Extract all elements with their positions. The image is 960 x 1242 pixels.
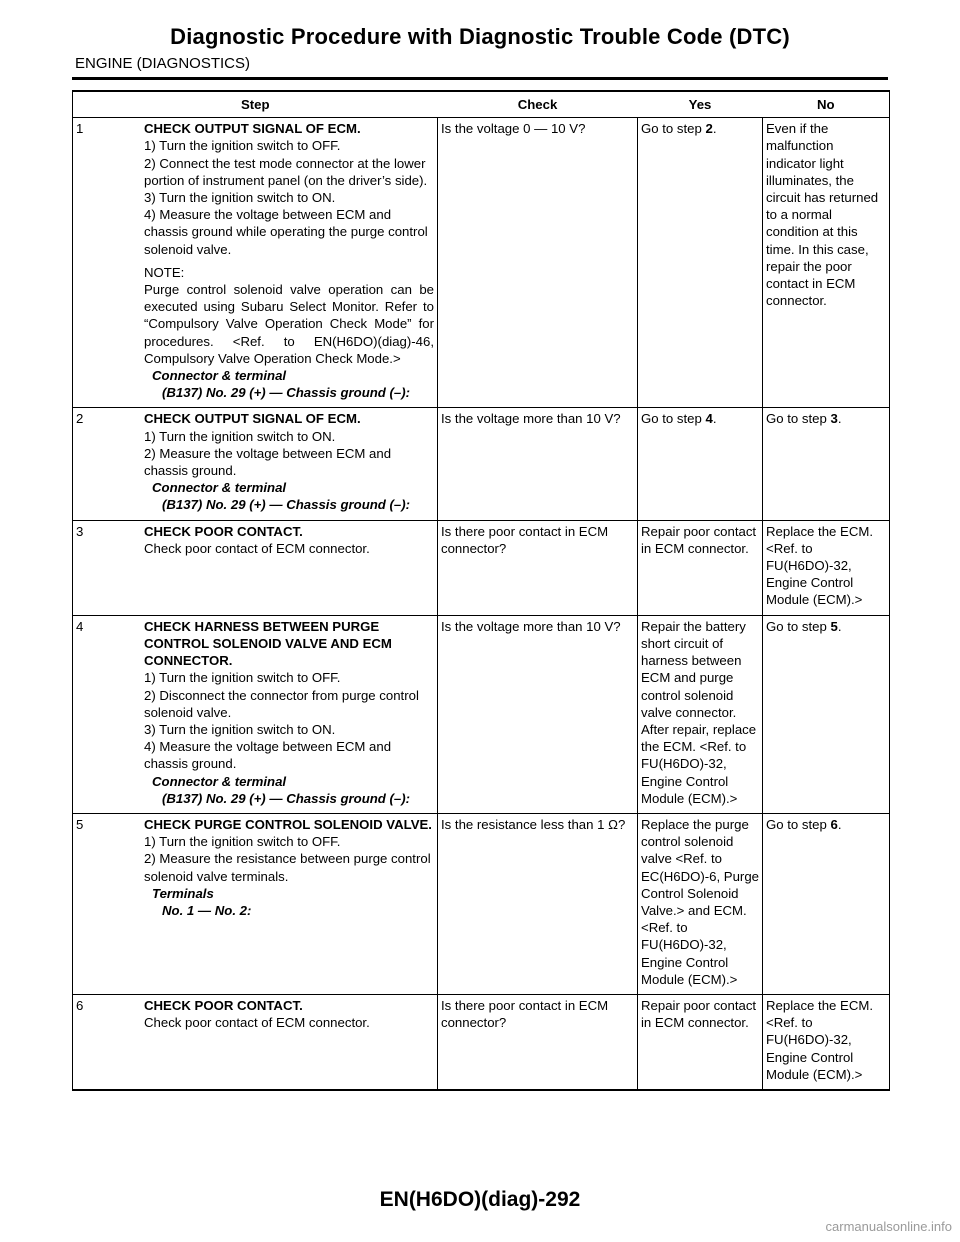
yes-text: Repair the battery short circuit of harness between ECM and purge control solenoid valve connector. After repair, replace the ECM. <Ref. to FU(H6DO)-32, Engine Control Module (ECM).> (641, 618, 757, 806)
no-cell (763, 408, 890, 520)
check-cell (438, 994, 638, 1090)
yes-text: Repair poor contact in ECM connector. (641, 997, 757, 1031)
yes-cell (638, 994, 763, 1090)
check-cell (438, 813, 638, 994)
step-cell (73, 994, 438, 1090)
step-instruction: 2) Measure the voltage between ECM and chassis ground. (144, 445, 392, 479)
diagnostic-procedure-table (72, 90, 890, 1091)
connector-heading: Connector & terminal (152, 773, 287, 789)
table-header-row (73, 91, 890, 118)
column-header-no: No (763, 91, 890, 118)
table-row (73, 118, 890, 408)
yes-cell (638, 813, 763, 994)
no-text: Go to step (766, 411, 831, 427)
step-instruction: Check poor contact of ECM connector. (144, 1015, 370, 1031)
table-row (73, 408, 890, 520)
no-cell (763, 520, 890, 615)
yes-cell (638, 408, 763, 520)
table-row (73, 813, 890, 994)
page-number: EN(H6DO)(diag)-292 (379, 1188, 581, 1211)
step-cell (73, 615, 438, 813)
no-text: Even if the malfunction indicator light illuminates, the circuit has returned to a normal condition at this time. In this case, repair the poor contact in ECM connector. (766, 121, 879, 309)
page-title: Diagnostic Procedure with Diagnostic Trouble Code (DTC) (170, 24, 790, 49)
table-row (73, 994, 890, 1090)
check-question: Is the voltage 0 — 10 V? (441, 121, 586, 137)
step-number: 3 (76, 523, 84, 539)
table-row (73, 520, 890, 615)
no-step-ref: 6 (830, 816, 838, 832)
column-header-yes: Yes (638, 91, 763, 118)
step-instruction: 4) Measure the voltage between ECM and chassis ground while operating the purge control solenoid valve. (144, 207, 428, 257)
check-question: Is the voltage more than 10 V? (441, 618, 621, 634)
check-cell (438, 408, 638, 520)
check-cell (438, 615, 638, 813)
yes-step-ref: 2 (705, 121, 713, 137)
no-text: Go to step (766, 618, 831, 634)
check-question: Is the voltage more than 10 V? (441, 411, 621, 427)
header-rule (72, 77, 888, 80)
connector-terminal: (B137) No. 29 (+) — Chassis ground (–): (162, 790, 411, 806)
step-instruction: 1) Turn the ignition switch to OFF. (144, 670, 341, 686)
no-cell (763, 118, 890, 408)
no-step-ref: 5 (830, 618, 838, 634)
yes-text-end: . (712, 411, 717, 427)
yes-text: Replace the purge control solenoid valve <Ref. to EC(H6DO)-6, Purge Control Solenoid Valve.> and ECM. <Ref. to FU(H6DO)-32, Engine Control Module (ECM).> (641, 816, 759, 987)
step-instruction: 1) Turn the ignition switch to OFF. (144, 138, 341, 154)
step-title: CHECK OUTPUT SIGNAL OF ECM. (144, 121, 361, 137)
yes-text: Go to step (641, 411, 706, 427)
yes-text: Repair poor contact in ECM connector. (641, 523, 757, 556)
step-instruction: 2) Disconnect the connector from purge control solenoid valve. (144, 687, 419, 720)
step-cell (73, 408, 438, 520)
step-title: CHECK POOR CONTACT. (144, 997, 303, 1013)
step-number: 4 (76, 618, 84, 634)
yes-text: Go to step (641, 121, 706, 137)
note-label: NOTE: (144, 264, 185, 280)
step-title: CHECK PURGE CONTROL SOLENOID VALVE. (144, 816, 432, 832)
terminals-heading: Terminals (152, 885, 214, 901)
check-cell (438, 118, 638, 408)
step-title: CHECK OUTPUT SIGNAL OF ECM. (144, 411, 361, 427)
no-text-end: . (837, 411, 842, 427)
connector-terminal: (B137) No. 29 (+) — Chassis ground (–): (162, 385, 411, 401)
connector-heading: Connector & terminal (152, 480, 287, 496)
check-question: Is there poor contact in ECM connector? (441, 997, 609, 1031)
no-cell (763, 813, 890, 994)
no-step-ref: 3 (830, 411, 838, 427)
no-text: Replace the ECM. <Ref. to FU(H6DO)-32, Engine Control Module (ECM).> (766, 997, 874, 1082)
step-title: CHECK HARNESS BETWEEN PURGE CONTROL SOLENOID VALVE AND ECM CONNECTOR. (144, 618, 392, 669)
no-text-end: . (837, 816, 842, 832)
yes-cell (638, 118, 763, 408)
yes-text-end: . (712, 121, 717, 137)
check-question: Is the resistance less than 1 Ω? (441, 816, 626, 832)
step-cell (73, 118, 438, 408)
connector-terminal: (B137) No. 29 (+) — Chassis ground (–): (162, 497, 411, 513)
section-subtitle: ENGINE (DIAGNOSTICS) (75, 55, 251, 72)
yes-step-ref: 4 (705, 411, 713, 427)
step-instruction: 1) Turn the ignition switch to ON. (144, 428, 336, 444)
step-instruction: 2) Measure the resistance between purge control solenoid valve terminals. (144, 851, 431, 884)
no-cell (763, 994, 890, 1090)
yes-cell (638, 520, 763, 615)
connector-heading: Connector & terminal (152, 368, 287, 384)
table-row (73, 615, 890, 813)
note-text: Purge control solenoid valve operation can be executed using Subaru Select Monitor. Refer to “Compulsory Valve Operation Check Mode” for procedures. <Ref. to EN(H6DO)(diag)-46, Compulsory Valve Operation Check Mode.> (144, 282, 434, 366)
check-cell (438, 520, 638, 615)
column-header-step: Step (73, 91, 438, 118)
step-title: CHECK POOR CONTACT. (144, 523, 303, 539)
step-instruction: 1) Turn the ignition switch to OFF. (144, 834, 341, 850)
check-question: Is there poor contact in ECM connector? (441, 523, 609, 556)
no-text: Go to step (766, 816, 831, 832)
step-number: 1 (76, 121, 84, 137)
step-instruction: 3) Turn the ignition switch to ON. (144, 190, 336, 206)
step-cell (73, 813, 438, 994)
terminals-spec: No. 1 — No. 2: (162, 902, 252, 918)
no-cell (763, 615, 890, 813)
step-number: 2 (76, 411, 84, 427)
site-watermark: carmanualsonline.info (825, 1219, 952, 1234)
step-instruction: 4) Measure the voltage between ECM and chassis ground. (144, 739, 392, 772)
no-text-end: . (837, 618, 842, 634)
column-header-check: Check (438, 91, 638, 118)
yes-cell (638, 615, 763, 813)
step-instruction: 3) Turn the ignition switch to ON. (144, 721, 336, 737)
step-number: 5 (76, 816, 84, 832)
step-number: 6 (76, 997, 84, 1013)
step-instruction: 2) Connect the test mode connector at the lower portion of instrument panel (on the driver’s side). (144, 155, 428, 188)
no-text: Replace the ECM. <Ref. to FU(H6DO)-32, Engine Control Module (ECM).> (766, 523, 874, 608)
step-cell (73, 520, 438, 615)
step-instruction: Check poor contact of ECM connector. (144, 540, 370, 556)
